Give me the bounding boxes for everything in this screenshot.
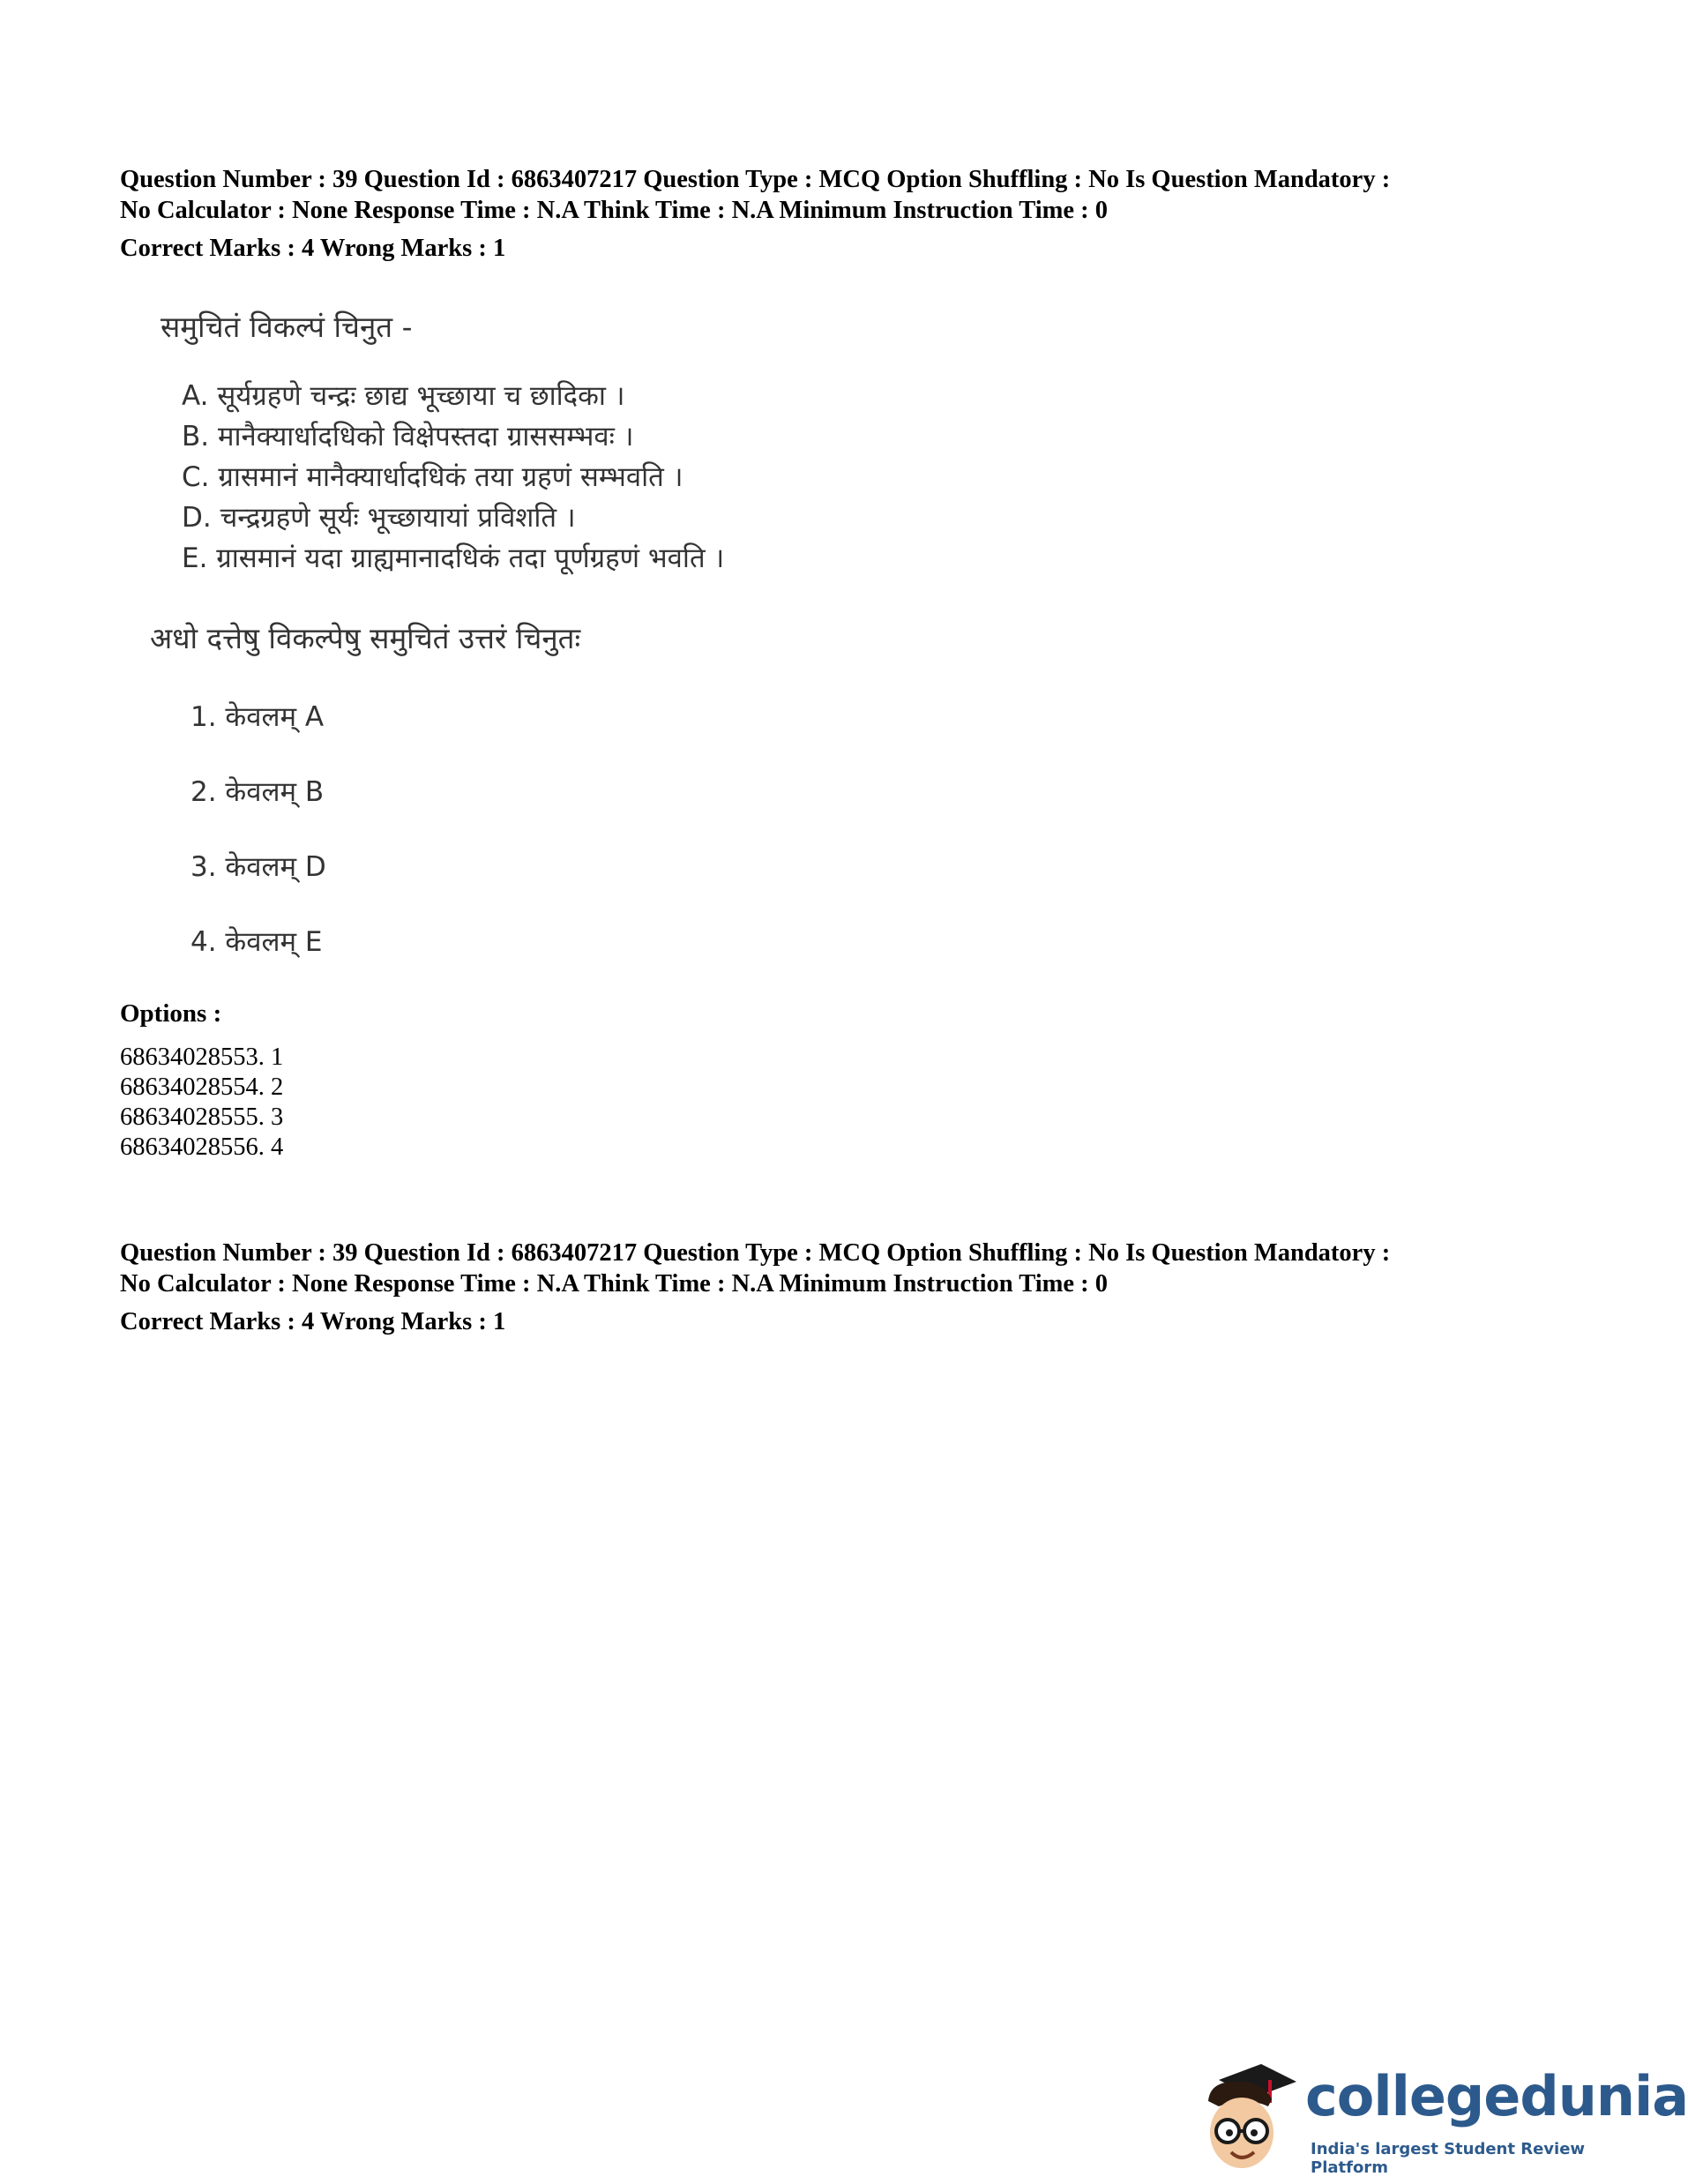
collegedunia-logo [1192,2055,1688,2179]
choice-4: 4. केवलम् E [190,926,323,958]
option-item: 68634028553. 1 [120,1043,284,1071]
statement-c: C. ग्रासमानं मानैक्यार्धादधिकं तया ग्रहणं सम्भवति । [182,461,683,493]
choice-3: 3. केवलम् D [190,851,326,883]
question-meta-line2-repeat: No Calculator : None Response Time : N.A Think Time : N.A Minimum Instruction Time : 0 [120,1270,1109,1298]
option-item: 68634028556. 4 [120,1133,284,1161]
option-item: 68634028555. 3 [120,1103,284,1131]
choice-2: 2. केवलम् B [190,776,325,808]
question-marks-line-repeat: Correct Marks : 4 Wrong Marks : 1 [120,1308,506,1335]
statement-d: D. चन्द्रग्रहणे सूर्यः भूच्छायायां प्रविशति । [182,502,576,534]
statement-e: E. ग्रासमानं यदा ग्राह्यमानादधिकं तदा पूर्णग्रहणं भवति । [182,542,725,574]
brand-name: collegedunia [1305,2064,1688,2128]
option-item: 68634028554. 2 [120,1073,284,1101]
mascot-icon [1192,2055,1307,2179]
question-prompt: समुचितं विकल्पं चिनुत - [161,310,413,344]
question-meta-line2: No Calculator : None Response Time : N.A Think Time : N.A Minimum Instruction Time : 0 [120,197,1109,224]
statement-b: B. मानैक्यार्धादधिको विक्षेपस्तदा ग्राससम्भवः । [182,421,634,453]
question-marks-line: Correct Marks : 4 Wrong Marks : 1 [120,235,506,262]
brand-tagline: India's largest Student Review Platform [1311,2140,1586,2177]
choice-1: 1. केवलम् A [190,701,325,733]
question-image [150,295,926,975]
question-ask: अधो दत्तेषु विकल्पेषु समुचितं उत्तरं चिनुतः [150,621,581,655]
options-title: Options : [120,999,222,1028]
statement-a: A. सूर्यग्रहणे चन्द्रः छाद्य भूच्छाया च छादिका । [182,380,625,412]
question-meta-line1: Question Number : 39 Question Id : 6863407217 Question Type : MCQ Option Shuffling : No Is Question Mandatory : [120,166,1391,193]
question-meta-line1-repeat: Question Number : 39 Question Id : 6863407217 Question Type : MCQ Option Shuffling : No Is Question Mandatory : [120,1239,1391,1267]
